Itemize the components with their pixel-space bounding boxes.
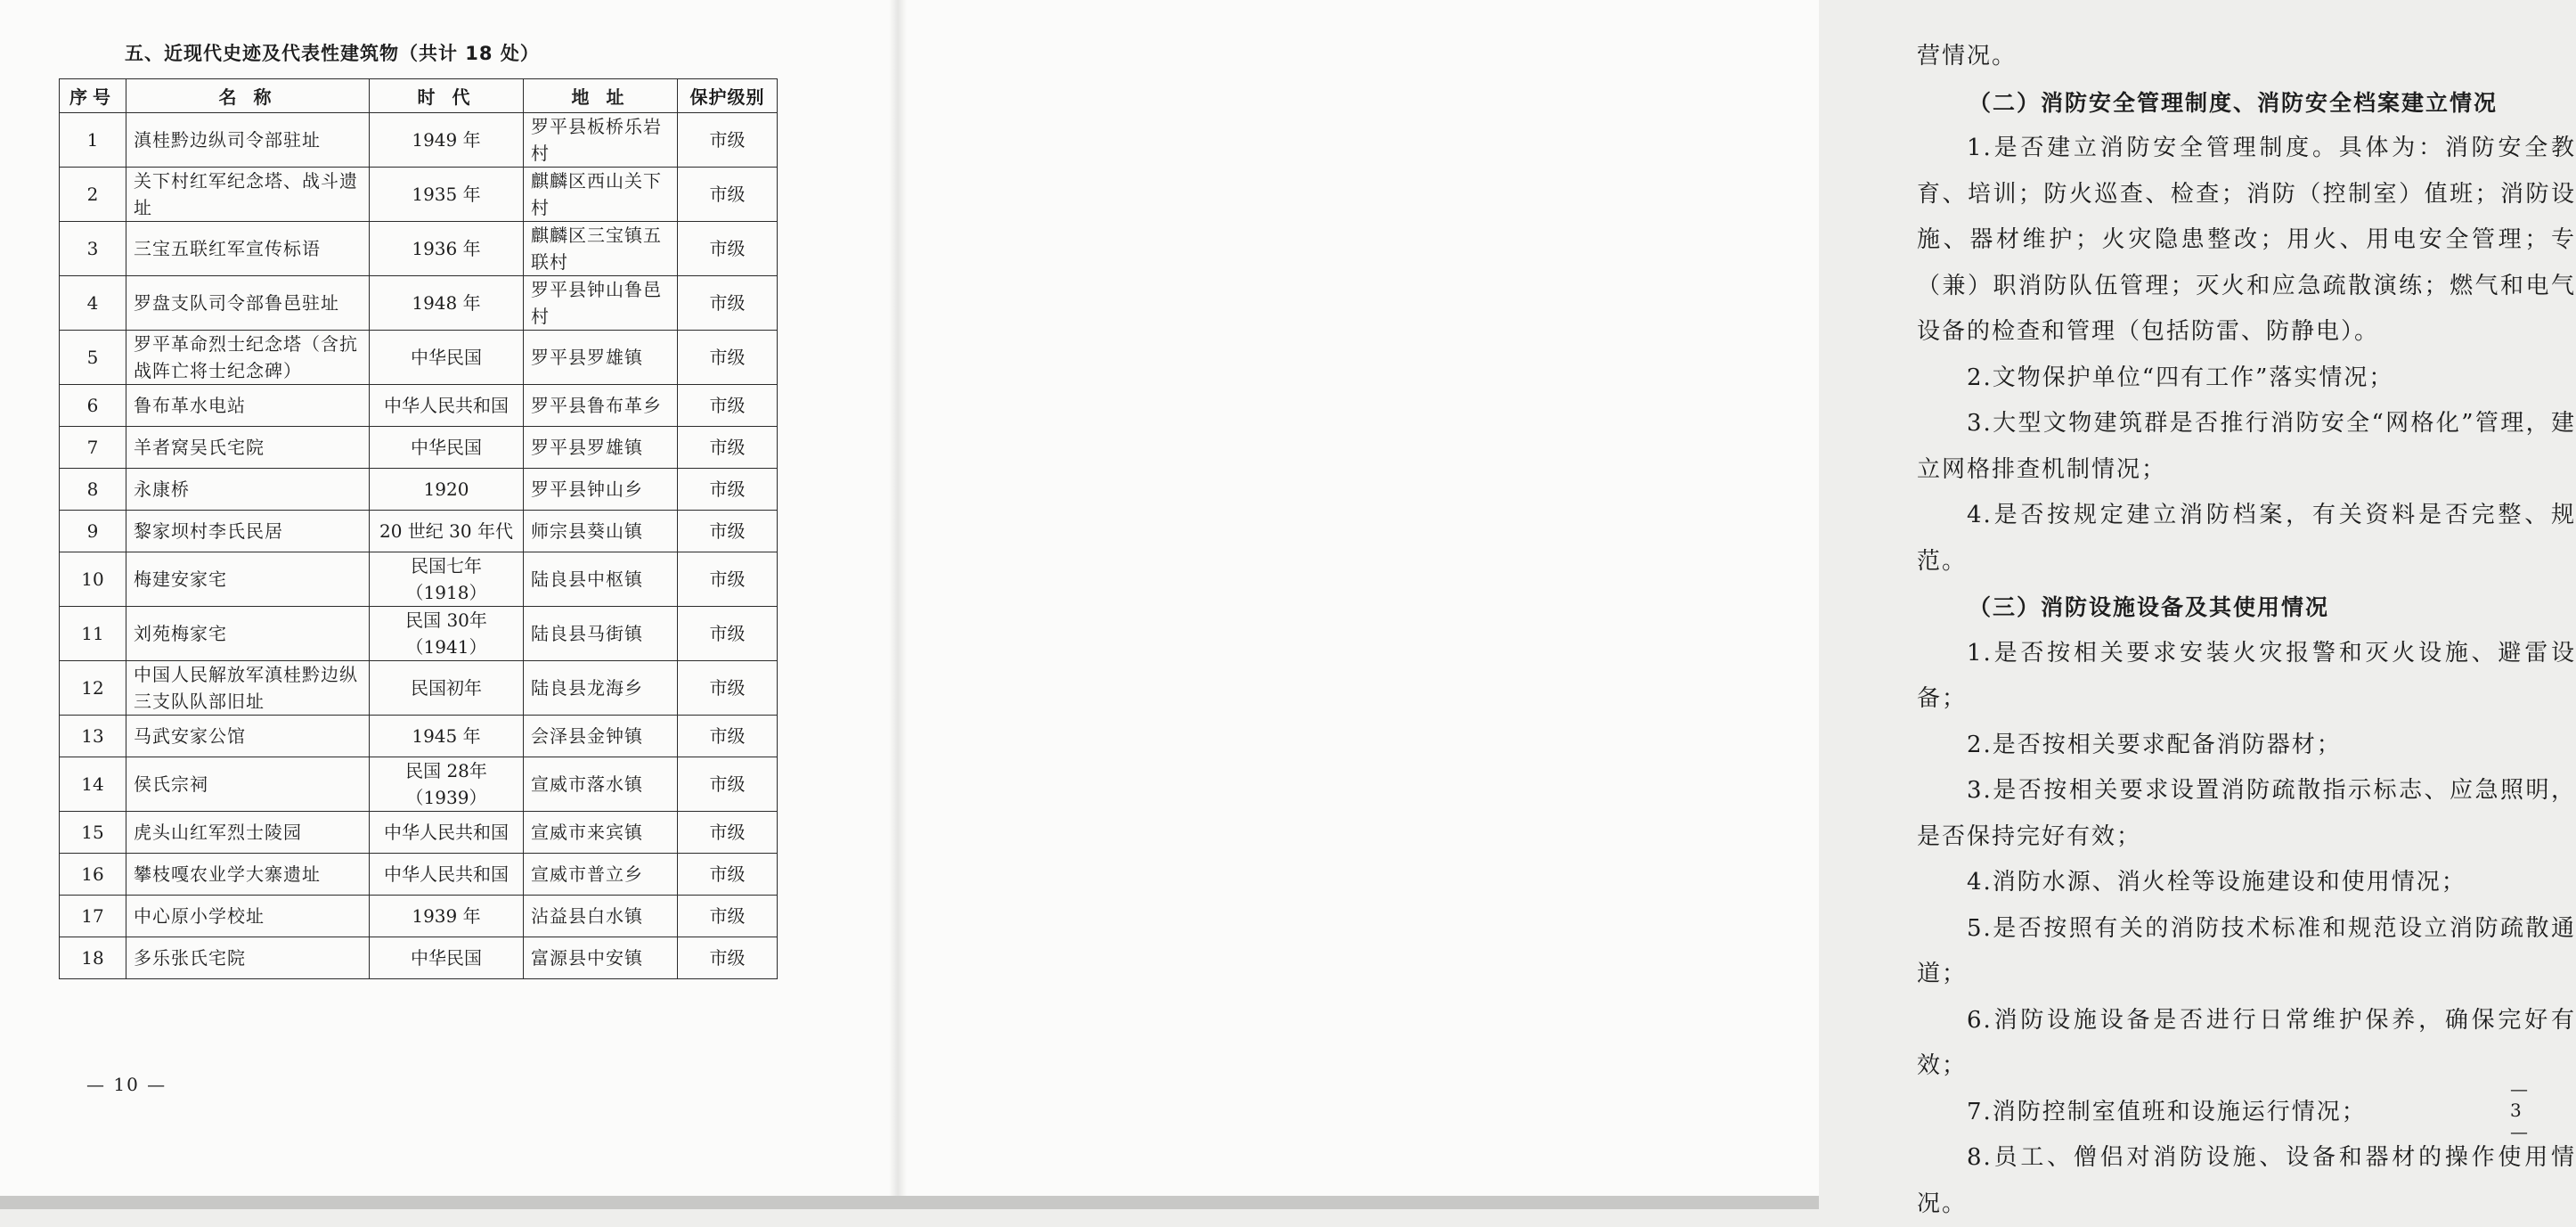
cell-location: 师宗县葵山镇 <box>524 511 678 552</box>
cell-name: 关下村红军纪念塔、战斗遗址 <box>126 168 370 222</box>
cell-location: 罗平县罗雄镇 <box>524 427 678 469</box>
cell-level: 市级 <box>678 716 778 757</box>
cell-location: 宣威市落水镇 <box>524 757 678 812</box>
cell-location: 会泽县金钟镇 <box>524 716 678 757</box>
cell-era: 民国初年 <box>370 661 524 716</box>
table-row <box>60 716 778 757</box>
table-row <box>60 937 778 979</box>
cell-name: 鲁布革水电站 <box>126 385 370 427</box>
cell-era: 1949 年 <box>370 113 524 168</box>
cell-name: 罗盘支队司令部鲁邑驻址 <box>126 276 370 331</box>
heritage-sites-table <box>59 78 778 979</box>
paragraph: 8.员工、僧侣对消防设施、设备和器材的操作使用情况。 <box>1917 1144 2576 1217</box>
cell-level: 市级 <box>678 854 778 896</box>
cell-location: 麒麟区三宝镇五联村 <box>524 222 678 276</box>
cell-name: 滇桂黔边纵司令部驻址 <box>126 113 370 168</box>
cell-name: 梅建安家宅 <box>126 552 370 607</box>
table-row <box>60 896 778 937</box>
paragraph: 4.消防水源、消火栓等设施建设和使用情况； <box>1967 869 2466 896</box>
cell-level: 市级 <box>678 812 778 854</box>
paragraph: 7.消防控制室值班和设施运行情况； <box>1967 1098 2367 1125</box>
cell-level: 市级 <box>678 937 778 979</box>
cell-location: 陆良县龙海乡 <box>524 661 678 716</box>
left-page <box>0 0 898 1209</box>
cell-era: 民国七年（1918） <box>370 552 524 607</box>
cell-level: 市级 <box>678 552 778 607</box>
cell-location: 罗平县罗雄镇 <box>524 331 678 385</box>
cell-location: 陆良县中枢镇 <box>524 552 678 607</box>
cell-location: 宣威市来宾镇 <box>524 812 678 854</box>
cell-name: 黎家坝村李氏民居 <box>126 511 370 552</box>
cell-no: 6 <box>60 385 126 427</box>
cell-level: 市级 <box>678 896 778 937</box>
cell-no: 8 <box>60 469 126 511</box>
cell-no: 15 <box>60 812 126 854</box>
cell-no: 5 <box>60 331 126 385</box>
cell-level: 市级 <box>678 222 778 276</box>
right-page <box>898 0 2576 1217</box>
cell-location: 宣威市普立乡 <box>524 854 678 896</box>
cell-location: 罗平县钟山乡 <box>524 469 678 511</box>
cell-level: 市级 <box>678 757 778 812</box>
cell-location: 富源县中安镇 <box>524 937 678 979</box>
section-title: 五、近现代史迹及代表性建筑物（共计 18 处） <box>125 43 540 64</box>
table-row <box>60 854 778 896</box>
cell-level: 市级 <box>678 331 778 385</box>
cell-no: 11 <box>60 607 126 661</box>
table-body <box>60 113 778 979</box>
cell-no: 12 <box>60 661 126 716</box>
header-location: 地 址 <box>524 79 678 113</box>
table-row <box>60 385 778 427</box>
cell-no: 17 <box>60 896 126 937</box>
header-name: 名 称 <box>126 79 370 113</box>
cell-no: 9 <box>60 511 126 552</box>
table-row <box>60 276 778 331</box>
paragraph: 6.消防设施设备是否进行日常维护保养，确保完好有效； <box>1917 1006 2576 1079</box>
cell-location: 沾益县白水镇 <box>524 896 678 937</box>
paragraph: 4.是否按规定建立消防档案，有关资料是否完整、规范。 <box>1917 502 2576 575</box>
paragraph: 营情况。 <box>1917 43 2018 70</box>
cell-level: 市级 <box>678 168 778 222</box>
cell-name: 虎头山红军烈士陵园 <box>126 812 370 854</box>
cell-name: 攀枝嘎农业学大寨遗址 <box>126 854 370 896</box>
section-heading: （二）消防安全管理制度、消防安全档案建立情况 <box>1969 89 2499 116</box>
cell-era: 1920 <box>370 469 524 511</box>
header-level: 保护级别 <box>678 79 778 113</box>
paragraph: 1.是否建立消防安全管理制度。具体为：消防安全教育、培训；防火巡查、检查；消防（控制室）值班；消防设施、器材维护；火灾隐患整改；用火、用电安全管理；专（兼）职消防队伍管理；灭火和应急疏散演练；燃气和电气设备的检查和管理（包括防雷、防静电）。 <box>1917 135 2576 345</box>
paragraph: 2.是否按相关要求配备消防器材； <box>1967 731 2342 758</box>
scan-bottom-edge <box>0 1196 1819 1209</box>
cell-no: 2 <box>60 168 126 222</box>
cell-era: 中华人民共和国 <box>370 385 524 427</box>
cell-location: 麒麟区西山关下村 <box>524 168 678 222</box>
cell-no: 4 <box>60 276 126 331</box>
cell-no: 14 <box>60 757 126 812</box>
table-header-row <box>60 79 778 113</box>
cell-no: 16 <box>60 854 126 896</box>
cell-name: 中心原小学校址 <box>126 896 370 937</box>
cell-location: 罗平县鲁布革乡 <box>524 385 678 427</box>
cell-level: 市级 <box>678 113 778 168</box>
cell-location: 陆良县马街镇 <box>524 607 678 661</box>
book-fold <box>889 0 907 1209</box>
cell-name: 中国人民解放军滇桂黔边纵三支队队部旧址 <box>126 661 370 716</box>
cell-era: 民国 30年（1941） <box>370 607 524 661</box>
paragraph: 3.是否按相关要求设置消防疏散指示标志、应急照明，是否保持完好有效； <box>1917 777 2576 850</box>
cell-name: 多乐张氏宅院 <box>126 937 370 979</box>
table-row <box>60 113 778 168</box>
cell-level: 市级 <box>678 607 778 661</box>
cell-era: 中华民国 <box>370 937 524 979</box>
header-era: 时 代 <box>370 79 524 113</box>
cell-era: 1935 年 <box>370 168 524 222</box>
cell-name: 马武安家公馆 <box>126 716 370 757</box>
section-heading: （三）消防设施设备及其使用情况 <box>1969 594 2330 620</box>
cell-name: 羊者窝吴氏宅院 <box>126 427 370 469</box>
cell-no: 18 <box>60 937 126 979</box>
cell-level: 市级 <box>678 276 778 331</box>
cell-name: 刘苑梅家宅 <box>126 607 370 661</box>
table-row <box>60 607 778 661</box>
cell-era: 1948 年 <box>370 276 524 331</box>
table-row <box>60 427 778 469</box>
cell-era: 中华人民共和国 <box>370 854 524 896</box>
cell-name: 三宝五联红军宣传标语 <box>126 222 370 276</box>
paragraph: 3.大型文物建筑群是否推行消防安全“网格化”管理，建立网格排查机制情况； <box>1917 410 2576 483</box>
page-number-right: — 3 — <box>2510 1078 2530 1142</box>
cell-location: 罗平县钟山鲁邑村 <box>524 276 678 331</box>
table-row <box>60 222 778 276</box>
table-row <box>60 469 778 511</box>
table-row <box>60 511 778 552</box>
table-row <box>60 812 778 854</box>
cell-era: 中华民国 <box>370 427 524 469</box>
cell-era: 1939 年 <box>370 896 524 937</box>
paragraph: 5.是否按照有关的消防技术标准和规范设立消防疏散通道； <box>1917 914 2576 987</box>
table-row <box>60 168 778 222</box>
cell-name: 罗平革命烈士纪念塔（含抗战阵亡将士纪念碑） <box>126 331 370 385</box>
cell-location: 罗平县板桥乐岩村 <box>524 113 678 168</box>
cell-no: 10 <box>60 552 126 607</box>
paragraph: 1.是否按相关要求安装火灾报警和灭火设施、避雷设备； <box>1917 639 2576 712</box>
cell-no: 1 <box>60 113 126 168</box>
cell-level: 市级 <box>678 661 778 716</box>
paragraph: 2.文物保护单位“四有工作”落实情况； <box>1967 364 2394 391</box>
table-row <box>60 661 778 716</box>
cell-era: 民国 28年（1939） <box>370 757 524 812</box>
cell-era: 中华民国 <box>370 331 524 385</box>
cell-level: 市级 <box>678 511 778 552</box>
cell-era: 20 世纪 30 年代 <box>370 511 524 552</box>
page-number-left: — 10 — <box>86 1074 167 1095</box>
table-row <box>60 331 778 385</box>
cell-no: 13 <box>60 716 126 757</box>
cell-no: 7 <box>60 427 126 469</box>
table-row <box>60 757 778 812</box>
right-page-text <box>1917 34 2576 1227</box>
cell-era: 1945 年 <box>370 716 524 757</box>
header-no: 序号 <box>60 79 126 113</box>
cell-era: 1936 年 <box>370 222 524 276</box>
cell-level: 市级 <box>678 469 778 511</box>
cell-level: 市级 <box>678 427 778 469</box>
table-row <box>60 552 778 607</box>
cell-no: 3 <box>60 222 126 276</box>
cell-era: 中华人民共和国 <box>370 812 524 854</box>
cell-name: 永康桥 <box>126 469 370 511</box>
cell-level: 市级 <box>678 385 778 427</box>
cell-name: 侯氏宗祠 <box>126 757 370 812</box>
